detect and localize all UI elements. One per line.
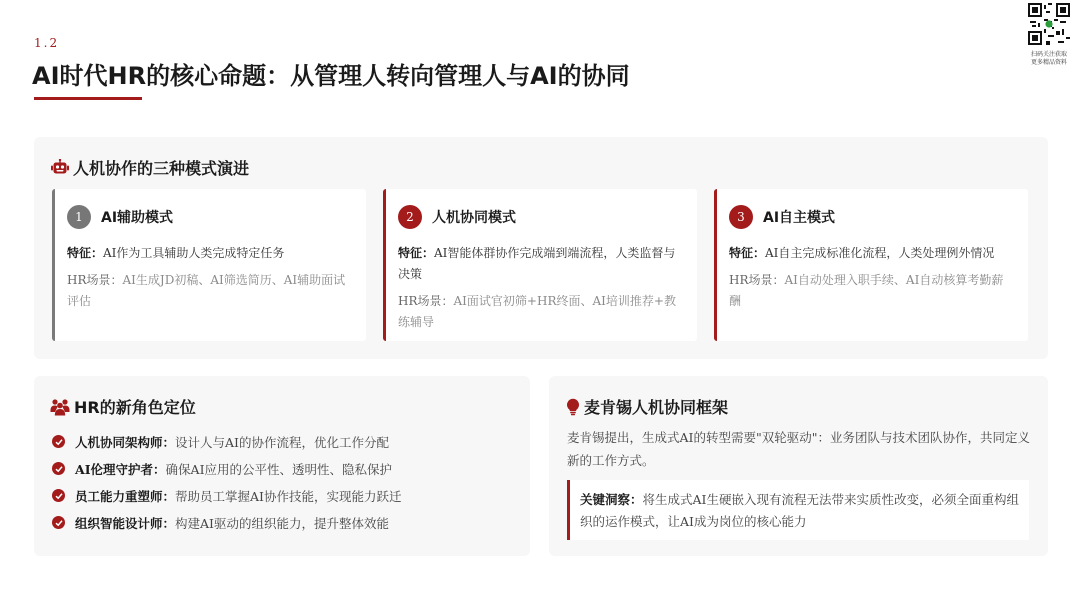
feature-label: 特征： [729,246,766,260]
qr-caption-line2: 更多精品资料 [1030,59,1067,66]
modes-heading [51,156,249,179]
role-label: AI伦理守护者： [75,461,166,477]
check-circle-icon [52,489,65,502]
title-underline [34,97,142,100]
check-circle-icon [52,462,65,475]
qr-code-icon [1028,3,1070,45]
role-label: 员工能力重塑师： [75,488,176,504]
role-item [52,509,401,536]
mode-title: AI辅助模式 [101,210,174,226]
feature-text: AI作为工具辅助人类完成特定任务 [103,246,285,260]
role-item [52,455,401,482]
feature-text: AI智能体群协作完成端到端流程，人类监督与决策 [398,246,676,281]
scene-text: AI面试官初筛+HR终面、AI培训推荐+教练辅导 [398,294,676,329]
section-number: 1.2 [34,36,60,50]
users-icon [50,398,70,416]
insight-label: 关键洞察： [580,492,643,507]
qr-block [1026,3,1072,67]
mode-feature [67,243,352,264]
role-text: 设计人与AI的协作流程，优化工作分配 [175,434,389,450]
role-text: 构建AI驱动的组织能力，提升整体效能 [175,515,389,531]
role-item [52,428,401,455]
role-label: 人机协同架构师： [75,434,176,450]
scene-text: AI生成JD初稿、AI筛选简历、AI辅助面试评估 [67,273,346,308]
insight-text: 将生成式AI生硬嵌入现有流程无法带来实质性改变，必须全面重构组织的运作模式，让AI成为岗位的核心能力 [580,492,1019,529]
mode-card-assist [52,189,366,341]
robot-icon [51,159,69,177]
mode-title: AI自主模式 [763,210,836,226]
roles-list [52,428,401,536]
roles-heading [50,395,196,418]
feature-label: 特征： [67,246,104,260]
roles-panel [34,376,530,556]
qr-caption-line1: 扫码关注获取 [1030,51,1067,58]
lightbulb-icon [566,398,580,416]
role-text: 确保AI应用的公平性、透明性、隐私保护 [165,461,393,477]
scene-label: HR场景： [67,273,123,287]
mode-feature [398,243,683,285]
mode-card-collab [383,189,697,341]
role-label: 组织智能设计师： [75,515,176,531]
feature-text: AI自主完成标准化流程，人类处理例外情况 [765,246,995,260]
framework-heading [566,395,728,418]
mode-number-badge: 1 [67,205,91,229]
framework-panel [549,376,1048,556]
modes-heading-text: 人机协作的三种模式演进 [73,159,250,178]
mode-number-badge: 3 [729,205,753,229]
key-insight-box [567,480,1029,540]
scene-label: HR场景： [729,273,785,287]
page-title: AI时代HR的核心命题：从管理人转向管理人与AI的协同 [32,62,630,90]
mode-scene [729,270,1014,312]
framework-heading-text: 麦肯锡人机协同框架 [584,398,729,417]
mode-feature [729,243,1014,264]
mode-title: 人机协同模式 [432,210,516,226]
roles-heading-text: HR的新角色定位 [74,398,196,417]
mode-scene [398,291,683,333]
scene-text: AI自动处理入职手续、AI自动核算考勤薪酬 [729,273,1004,308]
modes-panel [34,137,1048,359]
mode-scene [67,270,352,312]
framework-description: 麦肯锡提出，生成式AI的转型需要"双轮驱动"：业务团队与技术团队协作，共同定义新的工作方式。 [567,430,1030,468]
mode-number-badge: 2 [398,205,422,229]
role-text: 帮助员工掌握AI协作技能，实现能力跃迁 [175,488,402,504]
check-circle-icon [52,516,65,529]
feature-label: 特征： [398,246,435,260]
role-item [52,482,401,509]
check-circle-icon [52,435,65,448]
mode-card-autonomous [714,189,1028,341]
scene-label: HR场景： [398,294,454,308]
